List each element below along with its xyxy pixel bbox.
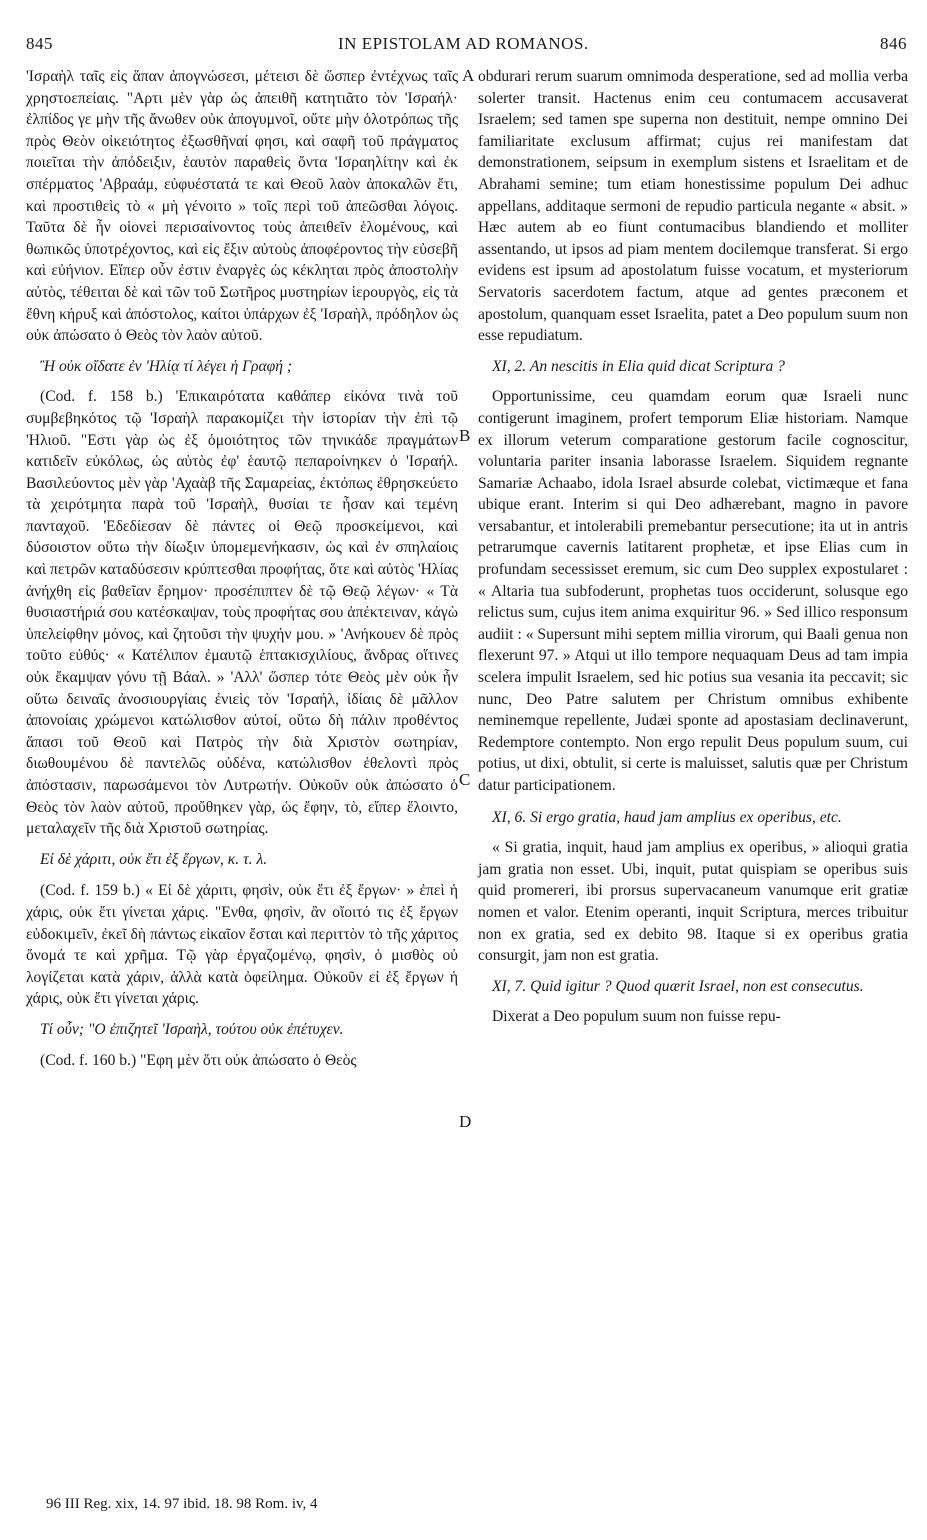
greek-lemma: Τί οὖν; "Ο ἐπιζητεῖ 'Ισραὴλ, τούτου οὐκ ἐπέτυχεν.: [40, 1020, 344, 1038]
greek-column: [26, 66, 458, 1071]
margin-letter-b: B: [459, 426, 471, 445]
latin-paragraph: Opportunissime, ceu quamdam eorum quæ Israeli nunc contigerunt imaginem, profert temporum Eliæ historiam. Namque ex illorum veterum comparatione gestorum facile cognoscitur, voluntaria pariter insania laborasse Israelem. Siquidem regnante Samariæ Achaabo, idola Israel absurde colebat, victimæque et fana ubique erant. Interim si qui Deo adhærebant, magno in pavore versabantur, et intolerabili premebantur persecutione; ita ut in antris petrarumque cavernis latitarent prophetæ, et ipse Elias cum in profundam secessisset eremum, sic cum Deo supplex expostularet : « Altaria tua subfoderunt, prophetas tuos occiderunt, solusque ego relictus sum, cujus item anima exquiritur 96. » Sed illico responsum audiit : « Supersunt mihi septem millia virorum, qui Baali genua non flexerunt 97. » Atqui ut illo tempore nequaquam Deus ad tam impia scelera impulit Israelem, sed hic potius sua vesania ita peccavit; sic nunc, Deo Patre salutem per Christum omnibus exhibente neminemque repellente, Judæi sponte ad apostasiam declinaverunt, Redemptore contempto. Non ergo repulit Deus populum suum, cui potius, ut dixi, obtulit, si certe is maluisset, salutis quæ per Christum datur participationem.: [478, 388, 908, 794]
page-number-left: 845: [26, 34, 53, 53]
greek-paragraph: (Cod. f. 159 b.) « Εἰ δὲ χάριτι, φησὶν, οὐκ ἔτι ἐξ ἔργων· » ἐπεὶ ἡ χάρις, οὐκ ἔτι γίνεται χάρις. "Ενθα, φησὶν, ἂν οἴοιτό τις ἐξ ἔργων εὐδοκιμεῖν, ἐκεῖ δὴ πάντως εἰκαῖον ἔσται καὶ περιττὸν τὸ τῆς χάριτος ὄνομά τε καὶ χρῆμα. Τῷ γὰρ ἐργαζομένῳ, φησὶν, ὁ μισθὸς οὐ λογίζεται κατὰ χάριν, ἀλλὰ κατὰ ὀφείλημα. Οὐκοῦν εἰ ἐξ ἔργων ἡ χάρις, οὐκ ἔτι γίνεται χάρις.: [26, 882, 458, 1008]
latin-paragraph: Dixerat a Deo populum suum non fuisse repu-: [492, 1008, 781, 1026]
latin-column: [478, 66, 908, 1028]
running-title: IN EPISTOLAM AD ROMANOS.: [338, 34, 589, 53]
margin-letter-d: D: [459, 1112, 472, 1131]
latin-lemma: XI, 7. Quid igitur ? Quod quærit Israel, non est consecutus.: [492, 977, 864, 995]
page-number-right: 846: [880, 34, 907, 53]
latin-lemma: XI, 2. An nescitis in Elia quid dicat Scriptura ?: [492, 357, 785, 375]
margin-letter-c: C: [459, 770, 471, 789]
greek-paragraph: (Cod. f. 160 b.) "Εφη μὲν ὅτι οὐκ ἀπώσατο ὁ Θεὸς: [40, 1051, 357, 1069]
greek-paragraph: 'Ισραὴλ ταῖς εἰς ἅπαν ἀπογνώσεσι, μέτεισι δὲ ὥσπερ ἐντέχνως ταῖς χρηστοεπείαις. "Αρτι μὲν γὰρ ὡς ἀπειθῆ κατητιᾶτο τὸν 'Ισραήλ· ἐλπίδος γε μὴν τῆς ἄνωθεν οὐκ ἀπογυμνοῖ, οὔτε μὴν ὁλοτρόπως τῆς πρὸς Θεὸν οἰκειότητος ἐξωσθῆναί φησι, καὶ σαφῆ τοῦ πράγματος ποιεῖται τὴν ἀπόδειξιν, ἑαυτὸν παραθεὶς ὄντα 'Ισραηλίτην καὶ ἐκ σπέρματος 'Αβραάμ, εὐφυέστατά τε καὶ Θεοῦ λαὸν ἀποκαλῶν ἔτι, καὶ προστιθεὶς τὸ « μὴ γένοιτο » τοῖς περὶ τοῦ ἀπεῶσθαι λόγοις. Ταῦτα δὲ ἦν οἱονεὶ περισαίνοντος τοὺς ἀπειθεῖν ἑλομένους, καὶ θωπικῶς ὑποτρέχοντος, καὶ εἰς ἔξιν αὐτοὺς ἀποφέροντος τὴν εὐσεβῆ καὶ εὐήνιον. Εἴπερ οὖν ἐστιν ἐναργὲς ὡς κέκληται πρὸς ἀποστολὴν αὐτὸς, τέθειται δὲ καὶ τῶν τοῦ Σωτῆρος μυστηρίων ἱερουργὸς, εἰς τὰ ἔθνη κήρυξ καὶ ἀπόστολος, καίτοι ὑπάρχων ἐξ 'Ισραὴλ, πρόδηλον ὡς οὐκ ἀπώσατο ὁ Θεὸς τὸν λαὸν αὐτοῦ.: [26, 68, 458, 345]
footnotes: 96 III Reg. xix, 14. 97 ibid. 18. 98 Rom. iv, 4: [46, 1496, 318, 1512]
greek-lemma: Εἰ δὲ χάριτι, οὐκ ἔτι ἐξ ἔργων, κ. τ. λ.: [40, 850, 268, 868]
latin-lemma: XI, 6. Si ergo gratia, haud jam amplius ex operibus, etc.: [492, 808, 842, 826]
latin-paragraph: « Si gratia, inquit, haud jam amplius ex operibus, » alioqui gratia jam gratia non esset. Ubi, inquit, putat quispiam se operibus suis quid promereri, ibi prorsus supervacaneum vanumque erit gratiæ nomen et valor. Etenim operanti, inquit Scriptura, merces tribuitur non ex gratia, sed ex debito 98. Itaque si ex operibus gratia consurgit, jam non est gratia.: [478, 839, 908, 965]
greek-paragraph: (Cod. f. 158 b.) 'Επικαιρότατα καθάπερ εἰκόνα τινὰ τοῦ συμβεβηκότος τῷ 'Ισραὴλ παρακομίζει τὴν ἱστορίαν τὴν ἐπὶ τῷ 'Ηλιοῦ. "Εστι γὰρ ὡς ἐξ ὁμοιότητος τῶν τηνικάδε πραγμάτων κατιδεῖν εὐκόλως, ὡς αὐτὸς ἐφ' ἑαυτῷ πεπαροίνηκεν ὁ 'Ισραήλ. Βασιλεύοντος μὲν γὰρ 'Αχαὰβ τῆς Σαμαρείας, ἐκτόπως ἐθρησκεύετο τὰ χειρότμητα παρὰ τοῦ 'Ισραὴλ, θυσίαι τε ἦσαν καὶ τεμένη πανταχοῦ. 'Εδεδίεσαν δὲ πάντες οἱ Θεῷ προσκείμενοι, καὶ δύσοιστον οὕτω τὴν δίωξιν ὑπομεμενήκασιν, ὡς καὶ ἐν σπηλαίοις καὶ πετρῶν καταδύσεσιν κρύπτεσθαι προφήτας, ὅτε καὶ αὐτὸς 'Ηλίας ἀνήχθη εἰς βαθεῖαν ἔρημον· προσέπιπτεν δὲ τῷ Θεῷ λέγων· « Τὰ θυσιαστήριά σου κατέσκαψαν, τοὺς προφήτας σου ἀπέκτειναν, κἀγὼ ὑπελείφθην μόνος, καὶ ζητοῦσι τὴν ψυχήν μου. » 'Ανήκουεν δὲ πρὸς τοῦτο εὐθύς· « Κατέλιπον ἐμαυτῷ ἑπτακισχιλίους, ἄνδρας οἵτινες οὐκ ἔκαμψαν γόνυ τῇ Βάαλ. » 'Αλλ' ὥσπερ τότε Θεὸς μὲν οὐκ ἦν οὕτω δειναῖς ἀνοσιουργίαις ἐνιεὶς τὸν 'Ισραήλ, ἰδίαις δὲ μᾶλλον ἀπονοίαις χρώμενοι κατώλισθον αὐτοί, οὕτω δὴ πάλιν προθέντος ἅπασι τοῦ Θεοῦ καὶ Πατρὸς τὴν διὰ Χριστὸν σωτηρίαν, διωθουμένου δὲ παντελῶς οὐδένα, κατώλισθον ἐθελοντὶ πρὸς ἀπόστασιν, παρωσάμενοι τὸν Λυτρωτήν. Οὐκοῦν οὐκ ἀπώσατο ὁ Θεὸς τὸν λαὸν αὐτοῦ, προὔθηκεν γὰρ, ὡς ἔφην, τὸ, εἴπερ ἕλοιντο, μεταλαχεῖν τῆς διὰ Χριστοῦ σωτηρίας.: [26, 388, 458, 838]
greek-lemma: Ἢ οὐκ οἴδατε ἐν 'Ηλίᾳ τί λέγει ἡ Γραφή ;: [40, 357, 293, 375]
latin-paragraph: obdurari rerum suarum omnimoda desperatione, sed ad mollia verba solerter transit. Hactenus enim ceu contumacem accusaverat Israelem; sed tamen spe superna non destituit, nempe omnino Dei familiaritate exclusum affirmat; cujus rei manifestam dat demonstrationem, seipsum in exemplum sistens et Israelitam et de Abrahami semine; tum etiam honestissime populum Dei adhuc appellans, additaque sermoni de repudio particula negante « absit. » Hæc autem ab eo fiunt contumacibus blandiendo et molliter assentando, ut ipsos ad piam mentem docilemque transferat. Si ergo evidens est ipsum ad apostolatum fuisse vocatum, et mysteriorum Servatoris sacerdotem factum, atque ad gentes præconem et apostolum, quanquam esset Israelita, patet a Deo populum suum non esse repudiatum.: [478, 68, 908, 345]
margin-letter-a: A: [462, 66, 475, 85]
